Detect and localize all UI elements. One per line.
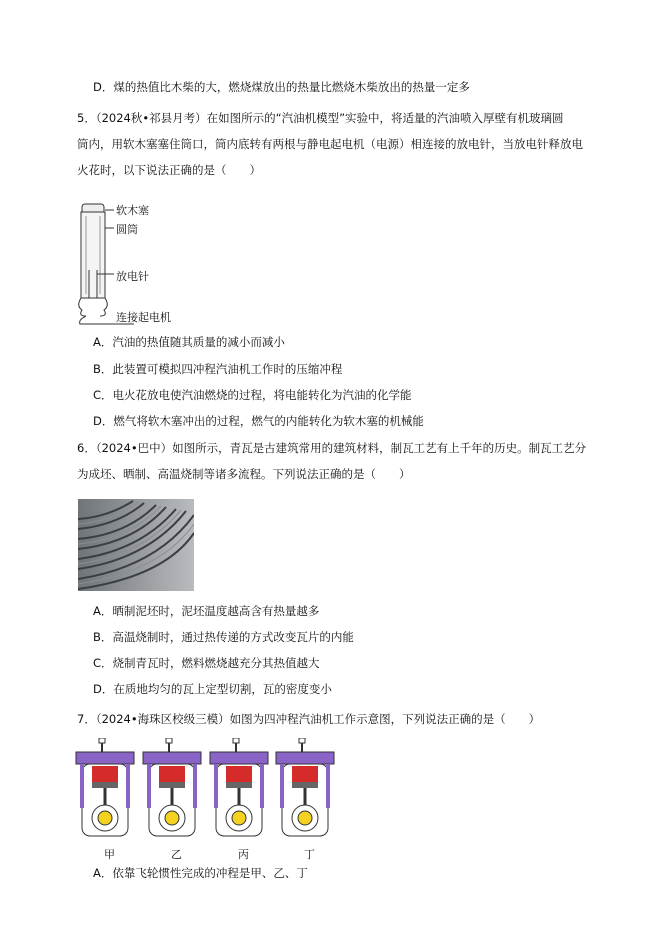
engine-label-jia: 甲 [104, 848, 115, 861]
label-generator: 连接起电机 [116, 311, 171, 324]
q7-stem-line1: 7．（2024•海珠区校级三模）如图为四冲程汽油机工作示意图，下列说法正确的是（ ） [77, 712, 541, 726]
q6-option-b: B．高温烧制时，通过热传递的方式改变瓦片的内能 [93, 630, 354, 644]
q4-option-d: D．煤的热值比木柴的大，燃烧煤放出的热量比燃烧木柴放出的热量一定多 [93, 80, 470, 94]
label-cork: 软木塞 [116, 204, 149, 217]
q6-stem-line1: 6．（2024•巴中）如图所示，青瓦是古建筑常用的建筑材料，制瓦工艺有上千年的历史。制瓦工艺分 [77, 441, 587, 455]
q6-option-d: D．在质地均匀的瓦上定型切割，瓦的密度变小 [93, 682, 332, 696]
q5-option-b: B．此装置可模拟四冲程汽油机工作时的压缩冲程 [93, 362, 343, 376]
q5-option-c: C．电火花放电使汽油燃烧的过程，将电能转化为汽油的化学能 [93, 388, 412, 402]
engine-label-ding: 丁 [304, 848, 315, 861]
engine-label-yi: 乙 [171, 848, 182, 861]
q6-option-c: C．烧制青瓦时，燃料燃烧越充分其热值越大 [93, 656, 320, 670]
q5-stem-line3: 火花时，以下说法正确的是（ ） [77, 163, 261, 177]
engine-label-bing: 丙 [238, 848, 249, 861]
label-cylinder: 圆筒 [116, 223, 138, 236]
q6-stem-line2: 为成坯、晒制、高温烧制等诸多流程。下列说法正确的是（ ） [77, 467, 411, 481]
q7-option-a: A．依靠飞轮惯性完成的冲程是甲、乙、丁 [93, 866, 308, 880]
q5-option-d: D．燃气将软木塞冲出的过程，燃气的内能转化为软木塞的机械能 [93, 414, 424, 428]
q5-stem-line1: 5．（2024秋•祁县月考）在如图所示的“汽油机模型”实验中，将适量的汽油喷入厚壁有机玻璃圆 [77, 111, 564, 125]
four-stroke-engine-figure [74, 738, 336, 844]
roof-tiles-photo [78, 499, 194, 591]
label-needle: 放电针 [116, 270, 149, 283]
q5-stem-line2: 筒内，用软木塞塞住筒口，筒内底转有两根与静电起电机（电源）相连接的放电针，当放电针释放电 [77, 137, 583, 151]
q6-option-a: A．晒制泥坯时，泥坯温度越高含有热量越多 [93, 604, 320, 618]
q5-option-a: A．汽油的热值随其质量的减小而减小 [93, 335, 285, 349]
